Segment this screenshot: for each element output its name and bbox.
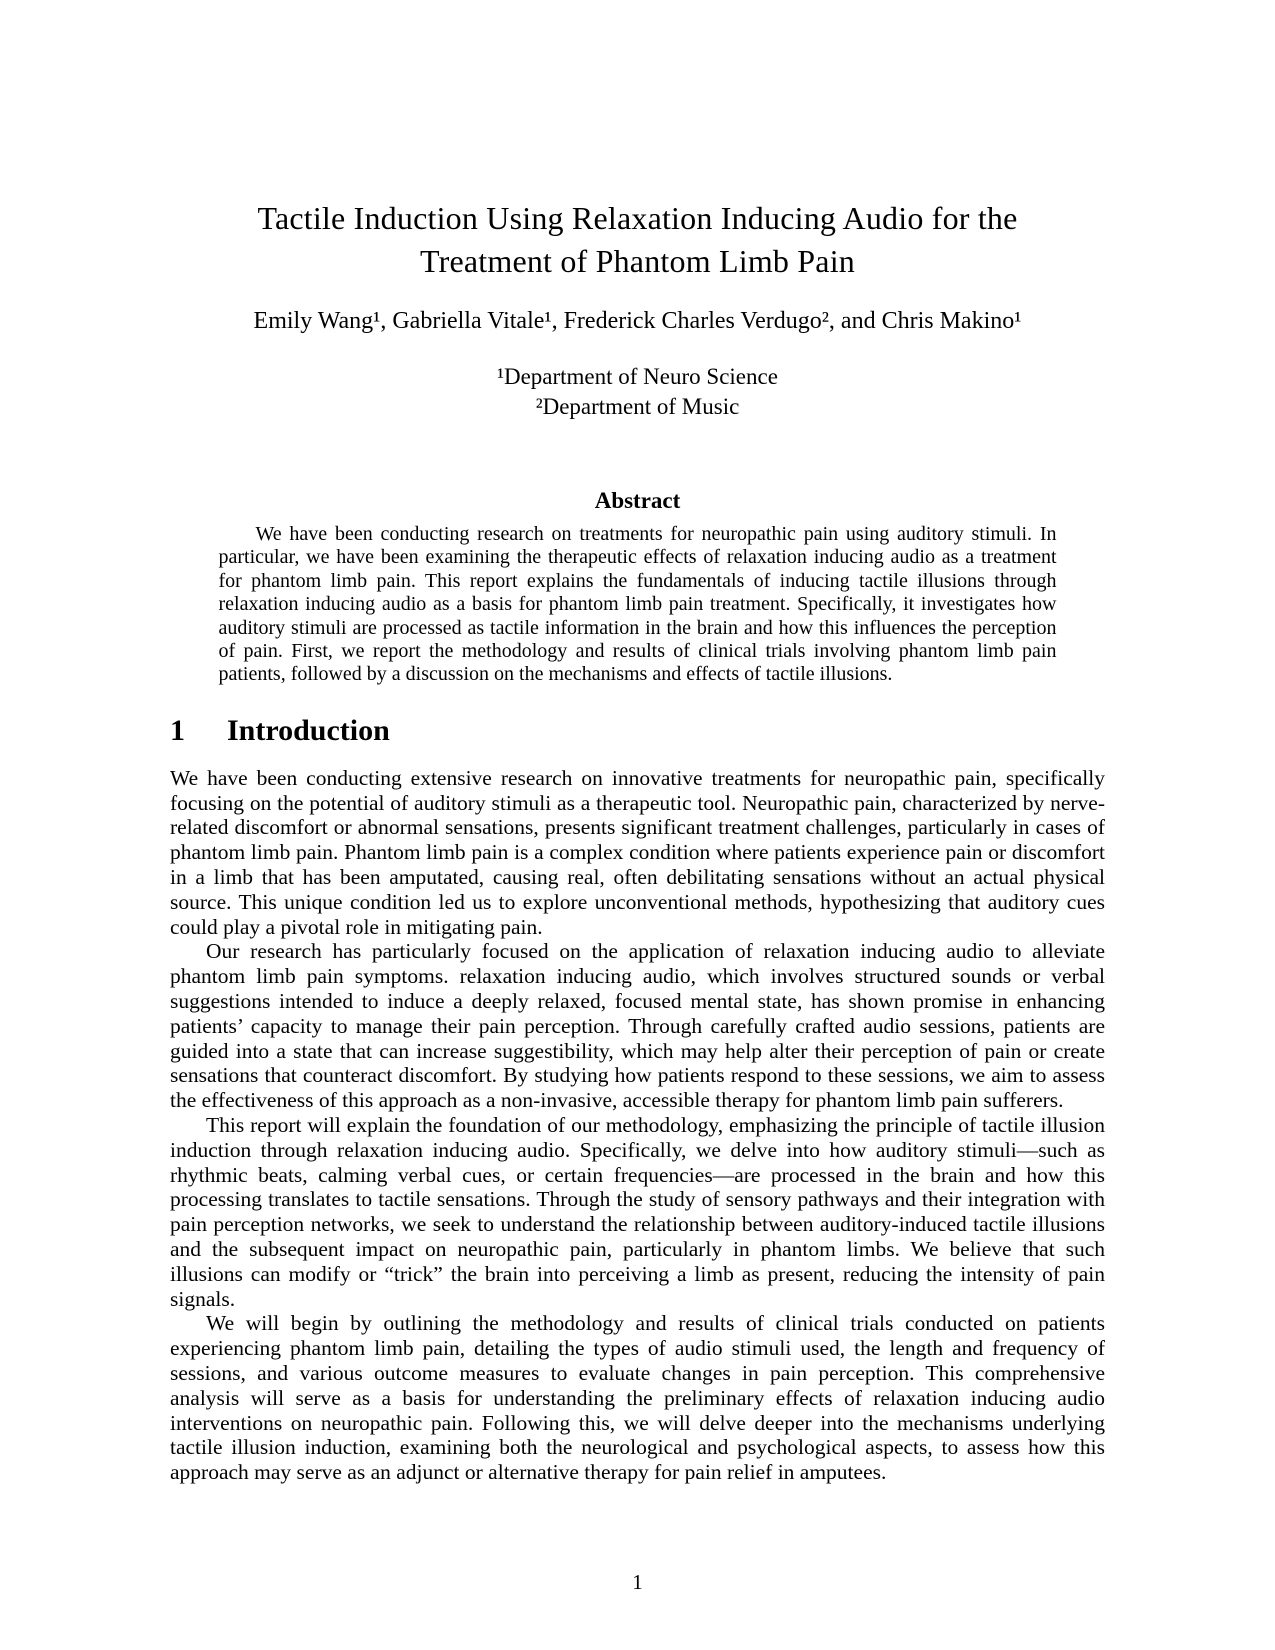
section-heading-introduction [170, 713, 1105, 749]
intro-paragraph-4: We will begin by outlining the methodology and results of clinical trials conducted on patients experiencing phantom limb pain, detailing the types of audio stimuli used, the length and frequency of sessions, and various outcome measures to evaluate changes in pain perception. This comprehensive analysis will serve as a basis for understanding the preliminary effects of relaxation inducing audio interventions on neuropathic pain. Following this, we will delve deeper into the mechanisms underlying tactile illusion induction, examining both the neurological and psychological aspects, to assess how this approach may serve as an adjunct or alternative therapy for pain relief in amputees. [170, 1311, 1105, 1485]
author-line: Emily Wang¹, Gabriella Vitale¹, Frederick Charles Verdugo², and Chris Makino¹ [253, 308, 1022, 334]
title-line-1: Tactile Induction Using Relaxation Inducing Audio for the [257, 200, 1018, 236]
intro-paragraph-1: We have been conducting extensive research on innovative treatments for neuropathic pain, specifically focusing on the potential of auditory stimuli as a therapeutic tool. Neuropathic pain, characterized by nerve-related discomfort or abnormal sensations, presents significant treatment challenges, particularly in cases of phantom limb pain. Phantom limb pain is a complex condition where patients experience pain or discomfort in a limb that has been amputated, causing real, often debilitating sensations without an actual physical source. This unique condition led us to explore unconventional methods, hypothesizing that auditory cues could play a pivotal role in mitigating pain. [170, 765, 1105, 939]
paper-title [0, 197, 1275, 283]
intro-paragraph-2: Our research has particularly focused on the application of relaxation inducing audio to alleviate phantom limb pain symptoms. relaxation inducing audio, which involves structured sounds or verbal suggestions intended to induce a deeply relaxed, focused mental state, has shown promise in enhancing patients’ capacity to manage their pain perception. Through carefully crafted audio sessions, patients are guided into a state that can increase suggestibility, which may help alter their perception of pain or create sensations that counteract discomfort. By studying how patients respond to these sessions, we aim to assess the effectiveness of this approach as a non-invasive, accessible therapy for phantom limb pain sufferers. [170, 939, 1105, 1113]
page-footer [0, 1570, 1275, 1594]
paper-header [0, 197, 1275, 422]
abstract-text: We have been conducting research on treatments for neuropathic pain using auditory stimuli. In particular, we have been examining the therapeutic effects of relaxation inducing audio as a treatment for phantom limb pain. This report explains the fundamentals of inducing tactile illusions through relaxation inducing audio as a basis for phantom limb pain treatment. Specifically, it investigates how auditory stimuli are processed as tactile information in the brain and how this influences the perception of pain. First, we report the methodology and results of clinical trials involving phantom limb pain patients, followed by a discussion on the mechanisms and effects of tactile illusions. [218, 523, 1057, 686]
affiliation-music: ²Department of Music [535, 394, 740, 419]
intro-paragraph-3: This report will explain the foundation of our methodology, emphasizing the principle of tactile illusion induction through relaxation inducing audio. Specifically, we delve into how auditory stimuli—such as rhythmic beats, calming verbal cues, or certain frequencies—are processed in the brain and how this processing translates to tactile sensations. Through the study of sensory pathways and their integration with pain perception networks, we seek to understand the relationship between auditory-induced tactile illusions and the subsequent impact on neuropathic pain, particularly in phantom limbs. We believe that such illusions can modify or “trick” the brain into perceiving a limb as present, reducing the intensity of pain signals. [170, 1113, 1105, 1311]
affiliations-block [0, 362, 1275, 422]
affiliation-neuro-science: ¹Department of Neuro Science [497, 364, 778, 389]
introduction-section [0, 713, 1275, 1485]
abstract-heading: Abstract [594, 488, 681, 513]
section-number: 1 [170, 713, 185, 747]
abstract-section [0, 486, 1275, 687]
title-line-2: Treatment of Phantom Limb Pain [419, 243, 855, 279]
page-number: 1 [632, 1570, 643, 1594]
section-title: Introduction [227, 713, 390, 747]
